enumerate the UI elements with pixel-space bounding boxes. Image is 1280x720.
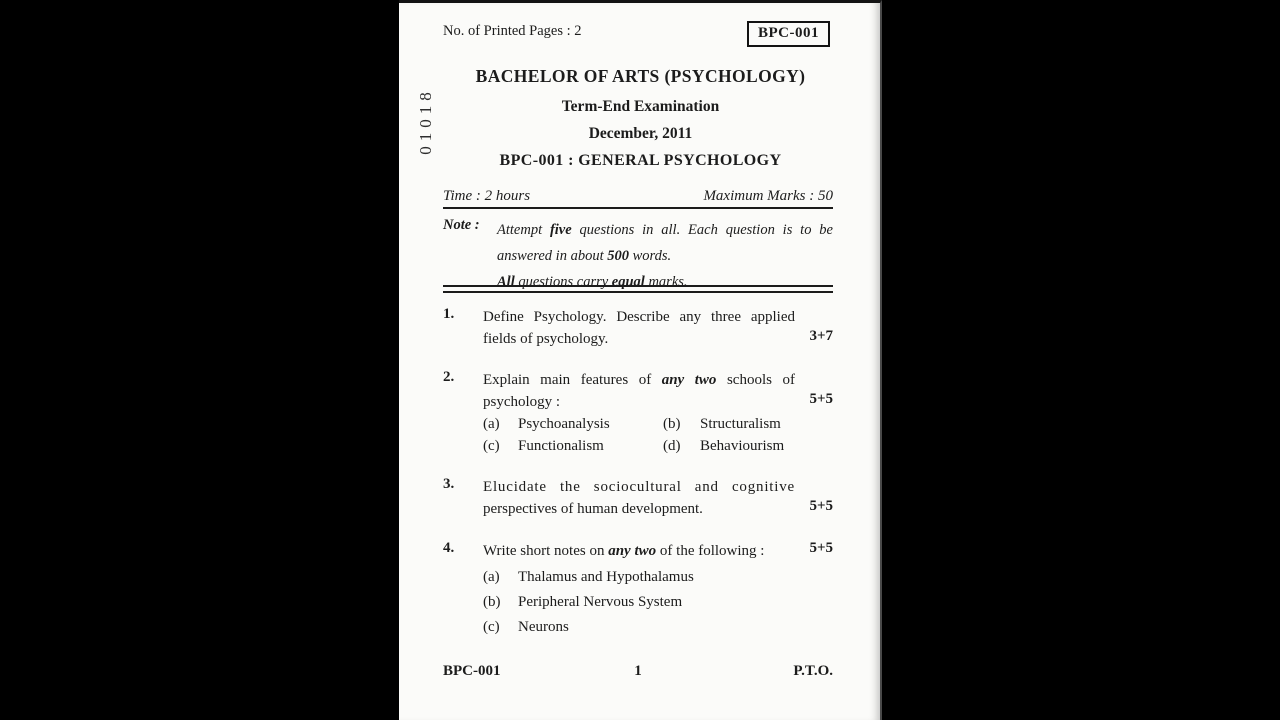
- item-a-key: (a): [483, 569, 500, 585]
- question-3: [443, 476, 833, 520]
- note-line-2: answered in about 500 words.: [497, 248, 672, 264]
- time-allowed: Time : 2 hours: [443, 188, 531, 204]
- item-c-key: (c): [483, 619, 500, 635]
- question-line: fields of psychology.: [483, 331, 609, 347]
- subitems-list: [483, 565, 833, 640]
- question-marks: 5+5: [809, 391, 833, 407]
- item-b-key: (b): [483, 594, 501, 610]
- item-a-label: Thalamus and Hypothalamus: [518, 569, 694, 585]
- item-b-label: Peripheral Nervous System: [518, 594, 683, 610]
- list-item: [483, 590, 833, 615]
- pto-label: P.T.O.: [793, 663, 833, 679]
- note-block: [443, 217, 833, 295]
- exam-title: BACHELOR OF ARTS (PSYCHOLOGY): [475, 66, 806, 86]
- question-number: 4.: [443, 540, 455, 556]
- exam-paper-page: [399, 0, 882, 720]
- options-grid: [483, 413, 833, 457]
- paper-code-badge: BPC-001: [747, 21, 830, 47]
- question-text: [483, 540, 795, 562]
- option-row: [483, 435, 833, 457]
- question-text: [483, 306, 795, 350]
- question-number: 1.: [443, 306, 455, 322]
- question-line: psychology :: [483, 394, 561, 410]
- footer-paper-code: BPC-001: [443, 663, 501, 679]
- option-c-label: Functionalism: [518, 438, 604, 454]
- option-d-label: Behaviourism: [700, 438, 785, 454]
- question-line: Explain main features of any two schools of: [483, 372, 795, 388]
- course-title: BPC-001 : GENERAL PSYCHOLOGY: [499, 152, 782, 169]
- page-number: 1: [634, 663, 642, 679]
- option-d-key: (d): [663, 438, 681, 454]
- list-item: [483, 615, 833, 640]
- meta-row: [443, 188, 833, 205]
- note-label: Note :: [443, 217, 480, 233]
- exam-date: December, 2011: [588, 125, 693, 142]
- question-line: Write short notes on any two of the following :: [483, 543, 765, 559]
- question-4: [443, 540, 833, 640]
- note-line-3: All questions carry equal marks.: [497, 274, 688, 290]
- note-line-1: Attempt five questions in all. Each question is to be: [497, 222, 833, 238]
- printed-pages-label: No. of Printed Pages : 2: [443, 23, 582, 39]
- question-text: [483, 369, 795, 413]
- question-line: Elucidate the sociocultural and cognitive: [483, 479, 795, 495]
- note-text: [497, 217, 833, 295]
- option-row: [483, 413, 833, 435]
- option-a-key: (a): [483, 416, 500, 432]
- question-marks: 5+5: [809, 540, 833, 556]
- option-a-label: Psychoanalysis: [518, 416, 610, 432]
- question-line: Define Psychology. Describe any three applied: [483, 309, 795, 325]
- question-2: [443, 369, 833, 457]
- serial-number: 01018: [416, 87, 435, 155]
- question-1: [443, 306, 833, 350]
- double-rule: [443, 285, 833, 293]
- question-marks: 3+7: [809, 328, 833, 344]
- question-text: [483, 476, 795, 520]
- horizontal-rule: [443, 207, 833, 209]
- list-item: [483, 565, 833, 590]
- question-number: 3.: [443, 476, 455, 492]
- question-line: perspectives of human development.: [483, 501, 703, 517]
- option-b-key: (b): [663, 416, 681, 432]
- item-c-label: Neurons: [518, 619, 569, 635]
- option-b-label: Structuralism: [700, 416, 781, 432]
- exam-subtitle: Term-End Examination: [561, 98, 720, 115]
- question-number: 2.: [443, 369, 455, 385]
- option-c-key: (c): [483, 438, 500, 454]
- maximum-marks: Maximum Marks : 50: [703, 188, 833, 204]
- question-marks: 5+5: [809, 498, 833, 514]
